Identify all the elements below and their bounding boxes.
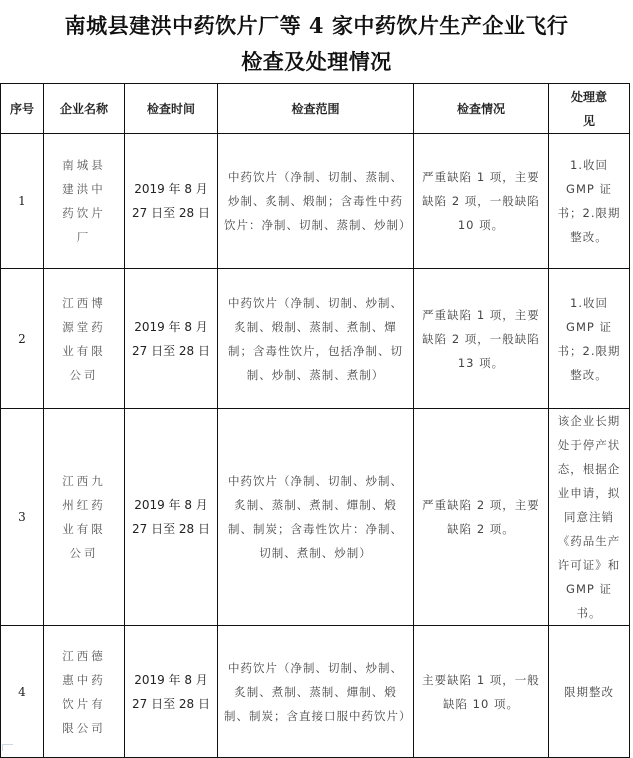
watermark-mark-icon xyxy=(2,744,13,751)
cell-findings: 严重缺陷 2 项，主要缺陷 2 项。 xyxy=(414,409,549,626)
cell-date: 2019 年 8 月 27 日至 28 日 xyxy=(125,626,218,758)
header-date: 检查时间 xyxy=(125,84,218,134)
document-title-line-1: 南城县建洪中药饮片厂等 4 家中药饮片生产企业飞行 xyxy=(64,13,569,38)
cell-date: 2019 年 8 月 27 日至 28 日 xyxy=(125,409,218,626)
cell-findings: 主要缺陷 1 项，一般缺陷 10 项。 xyxy=(414,626,549,758)
table-row xyxy=(1,269,630,409)
cell-company: 江西九州红药业有限公司 xyxy=(44,409,125,626)
cell-company: 南城县建洪中药饮片厂 xyxy=(44,134,125,269)
cell-company: 江西博源堂药业有限公司 xyxy=(44,269,125,409)
cell-seq: 2 xyxy=(1,269,44,409)
cell-date: 2019 年 8 月 27 日至 28 日 xyxy=(125,134,218,269)
cell-scope: 中药饮片（净制、切制、蒸制、炒制、炙制、煅制；含毒性中药饮片：净制、切制、蒸制、炒制） xyxy=(218,134,414,269)
cell-seq: 4 xyxy=(1,626,44,758)
cell-date: 2019 年 8 月 27 日至 28 日 xyxy=(125,269,218,409)
cell-findings: 严重缺陷 1 项，主要缺陷 2 项，一般缺陷 10 项。 xyxy=(414,134,549,269)
header-seq: 序号 xyxy=(1,84,44,134)
cell-decision: 1.收回 GMP 证书；2.限期整改。 xyxy=(549,134,630,269)
header-company: 企业名称 xyxy=(44,84,125,134)
cell-seq: 3 xyxy=(1,409,44,626)
cell-decision: 限期整改 xyxy=(549,626,630,758)
cell-decision: 1.收回 GMP 证书；2.限期整改。 xyxy=(549,269,630,409)
cell-company: 江西德惠中药饮片有限公司 xyxy=(44,626,125,758)
cell-scope: 中药饮片（净制、切制、炒制、炙制、煅制、蒸制、煮制、燀制；含毒性饮片，包括净制、切制、炒制、蒸制、煮制） xyxy=(218,269,414,409)
document-title-line-2: 检查及处理情况 xyxy=(241,49,392,74)
inspection-table xyxy=(0,83,630,758)
cell-seq: 1 xyxy=(1,134,44,269)
cell-scope: 中药饮片（净制、切制、炒制、炙制、蒸制、煮制、燀制、煅制、制炭；含毒性饮片：净制、切制、煮制、炒制） xyxy=(218,409,414,626)
cell-decision: 该企业长期处于停产状态，根据企业申请，拟同意注销《药品生产许可证》和 GMP 证书。 xyxy=(549,409,630,626)
header-findings: 检查情况 xyxy=(414,84,549,134)
table-row xyxy=(1,626,630,758)
table-row xyxy=(1,409,630,626)
table-row xyxy=(1,134,630,269)
table-header-row xyxy=(1,84,630,134)
header-decision: 处理意见 xyxy=(549,84,630,134)
cell-findings: 严重缺陷 1 项，主要缺陷 2 项，一般缺陷 13 项。 xyxy=(414,269,549,409)
header-scope: 检查范围 xyxy=(218,84,414,134)
cell-scope: 中药饮片（净制、切制、炒制、炙制、煮制、蒸制、燀制、煅制、制炭；含直接口服中药饮片） xyxy=(218,626,414,758)
